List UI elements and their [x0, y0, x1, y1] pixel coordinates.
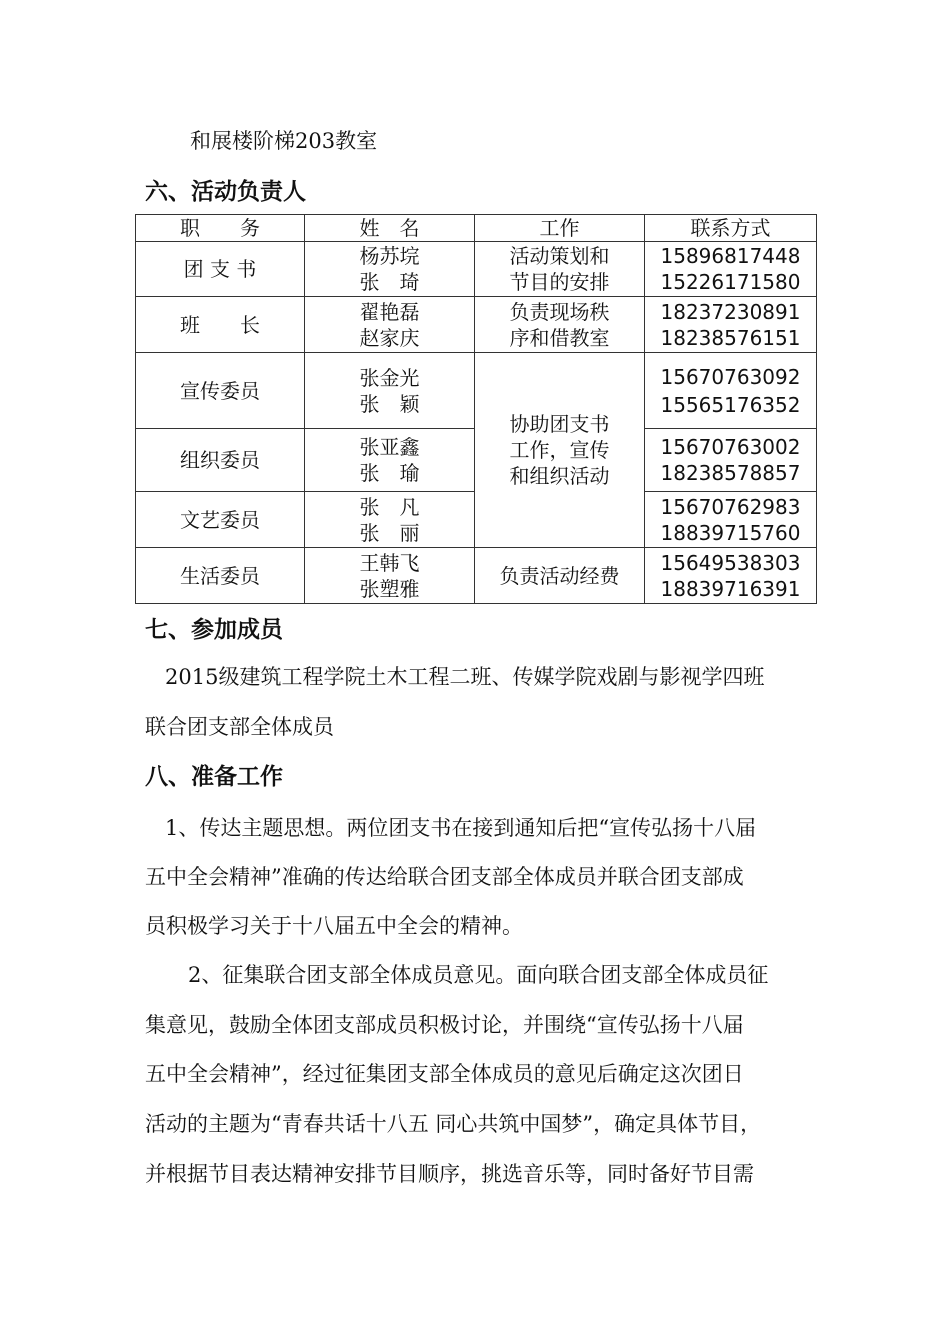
header-name: 姓 名: [305, 215, 475, 242]
paragraph-line: 并根据节目表达精神安排节目顺序，挑选音乐等，同时备好节目需: [145, 1162, 754, 1186]
paragraph-line: 1、传达主题思想。两位团支书在接到通知后把“宣传弘扬十八届: [165, 816, 757, 840]
name: 张塑雅: [359, 576, 420, 601]
header-contact: 联系方式: [645, 215, 817, 242]
role-cell: 生活委员: [136, 548, 305, 604]
work-line: 活动策划和: [509, 244, 610, 268]
phone: 15670763002: [660, 435, 801, 459]
role-cell: 班 长: [136, 297, 305, 353]
table-row: [136, 242, 817, 297]
name: 张金光: [359, 365, 420, 390]
paragraph-line: 五中全会精神”准确的传达给联合团支部全体成员并联合团支部成: [145, 865, 744, 889]
phone: 18839715760: [660, 520, 801, 545]
phones-cell: [645, 353, 817, 429]
work-cell: [475, 242, 645, 297]
name: 张 凡: [359, 494, 420, 519]
phone: 18237230891: [660, 299, 801, 324]
phones-cell: [645, 297, 817, 353]
work-line: 协助团支书: [509, 412, 610, 436]
phones-cell: [645, 242, 817, 297]
name: 王韩飞: [359, 550, 420, 575]
section-6-heading: 六、活动负责人: [145, 179, 306, 205]
phones-cell: [645, 492, 817, 548]
paragraph-line: 集意见，鼓励全体团支部成员积极讨论，并围绕“宣传弘扬十八届: [145, 1013, 744, 1037]
phones-cell: [645, 429, 817, 492]
phone: 15670763092: [660, 364, 801, 389]
location-line: 和展楼阶梯203教室: [190, 129, 378, 153]
phone: 15565176352: [660, 392, 801, 417]
phone: 15226171580: [660, 270, 801, 294]
name: 翟艳磊: [359, 299, 420, 324]
table-row: [136, 353, 817, 429]
names-cell: [305, 492, 475, 548]
names-cell: [305, 429, 475, 492]
name: 张 丽: [359, 520, 420, 545]
section-7-heading: 七、参加成员: [145, 617, 283, 643]
phone: 18238576151: [660, 325, 801, 350]
paragraph-line: 员积极学习关于十八届五中全会的精神。: [145, 914, 523, 938]
role-cell: 文艺委员: [136, 492, 305, 548]
names-cell: [305, 353, 475, 429]
work-line: 序和借教室: [509, 325, 610, 350]
name: 杨苏垸: [359, 244, 420, 268]
work-line: 负责现场秩: [509, 299, 610, 324]
role-cell: 宣传委员: [136, 353, 305, 429]
phone: 15649538303: [660, 550, 801, 575]
work-cell-merged: [475, 353, 645, 548]
paragraph-line: 五中全会精神”，经过征集团支部全体成员的意见后确定这次团日: [145, 1062, 744, 1086]
names-cell: [305, 297, 475, 353]
paragraph-line: 2015级建筑工程学院土木工程二班、传媒学院戏剧与影视学四班: [165, 665, 765, 689]
leaders-table: [135, 214, 817, 604]
phone: 18238578857: [660, 461, 801, 485]
name: 张亚鑫: [359, 435, 420, 459]
paragraph-line: 2、征集联合团支部全体成员意见。面向联合团支部全体成员征: [188, 963, 769, 987]
work-cell: 负责活动经费: [475, 548, 645, 604]
table-row: [136, 297, 817, 353]
header-work: 工作: [475, 215, 645, 242]
phones-cell: [645, 548, 817, 604]
name: 赵家庆: [359, 325, 420, 350]
name: 张 瑜: [359, 461, 420, 485]
names-cell: [305, 548, 475, 604]
table-header-row: [136, 215, 817, 242]
table-row: [136, 548, 817, 604]
paragraph-line: 联合团支部全体成员: [145, 715, 334, 739]
phone: 15670762983: [660, 494, 801, 519]
work-line: 工作，宣传: [509, 438, 610, 462]
header-role: 职 务: [136, 215, 305, 242]
section-8-heading: 八、准备工作: [145, 764, 283, 790]
phone: 15896817448: [660, 244, 801, 268]
phone: 18839716391: [660, 576, 801, 601]
name: 张 颖: [359, 391, 420, 416]
role-cell: 团 支 书: [136, 242, 305, 297]
work-line: 和组织活动: [509, 464, 610, 488]
paragraph-line: 活动的主题为“青春共话十八五 同心共筑中国梦”，确定具体节目，: [145, 1112, 762, 1136]
names-cell: [305, 242, 475, 297]
name: 张 琦: [359, 270, 420, 294]
work-line: 节目的安排: [509, 270, 610, 294]
work-cell: [475, 297, 645, 353]
role-cell: 组织委员: [136, 429, 305, 492]
